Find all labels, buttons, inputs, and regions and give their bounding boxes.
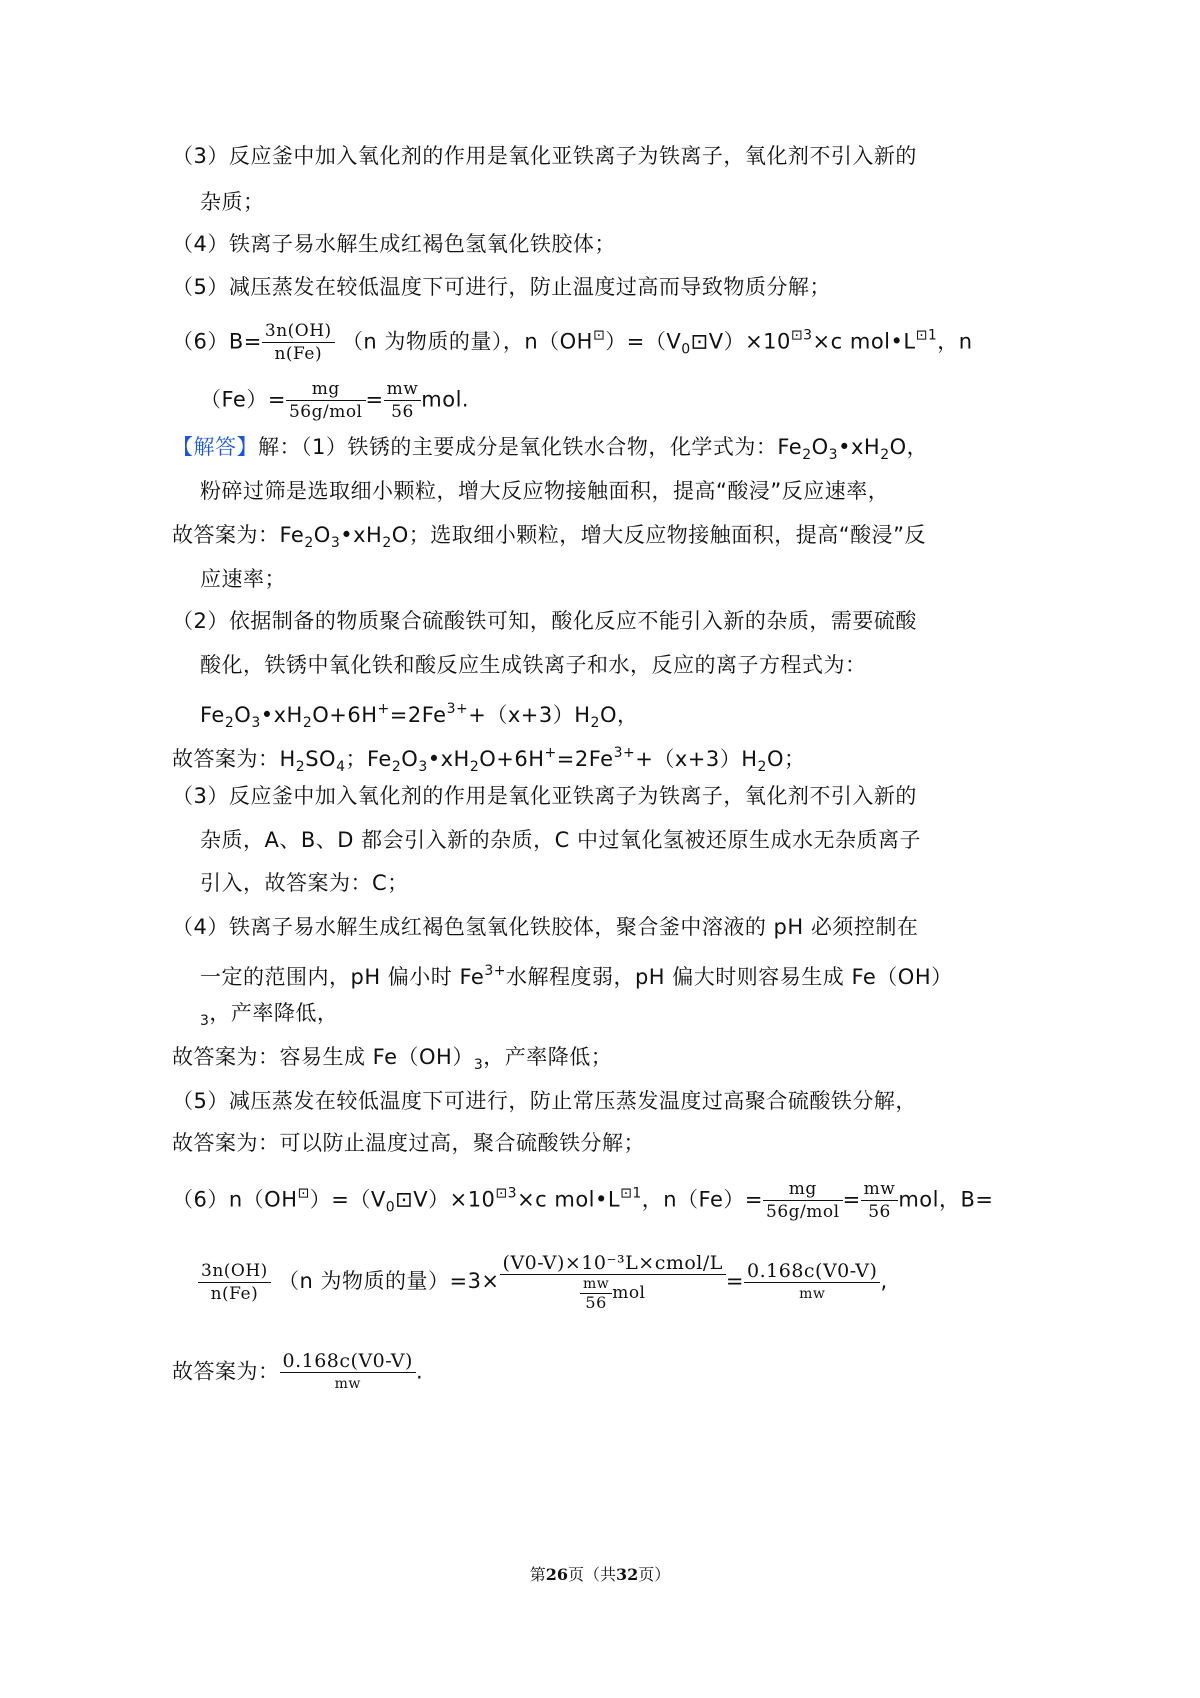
equation-line: $Fe_2O_3•xH_2O+6H^+=2Fe^{3+}+(x+3)H_2O$，	[200, 701, 639, 731]
text-line: 酸化，铁锈中氧化铁和酸反应生成铁离子和水，反应的离子方程式为：	[200, 653, 867, 677]
text-line: 故答案为：可以防止温度过高，聚合硫酸铁分解；	[172, 1131, 645, 1155]
fraction-fe: $\frac{mg}{\text{56g/mol}}$	[286, 378, 366, 423]
fraction-big: (V0-V)×10⁻³L×cmol/L $\frac{mw}{56}$ mol	[500, 1252, 726, 1312]
text-line: 故答案为：容易生成 $Fe(OH)_3$，产率降低；	[172, 1045, 613, 1073]
fraction-final: $\frac{0.168c(V0-V)}{mw}$	[280, 1350, 416, 1395]
fraction-fe-2: $\frac{mw}{56}$	[384, 378, 422, 423]
page-footer: 第26页（共32页）	[529, 1565, 671, 1584]
formula-line-fe: （Fe）= $\frac{mg}{\text{56g/mol}}$ = $\frac{mw}{56}$ mol.	[200, 379, 470, 422]
formula-line-b-result: $\frac{3n(OH)}{n(Fe)}$ （n 为物质的量）=3× (V0-V)×10⁻³L×cmol/L $\frac{mw}{56}$ mol = $\frac{0.168c(V0-V)}{mw}$ ,	[198, 1252, 888, 1312]
text-line: $_3$，产率降低，	[200, 1001, 339, 1029]
text-line: 引入，故答案为：C；	[200, 871, 409, 895]
text-line: （3）反应釜中加入氧化剂的作用是氧化亚铁离子为铁离子，氧化剂不引入新的	[172, 144, 917, 168]
final-answer-line: 故答案为： $\frac{0.168c(V0-V)}{mw}$ .	[172, 1350, 423, 1395]
text-line: （4）铁离子易水解生成红褐色氢氧化铁胶体，聚合釜中溶液的 pH 必须控制在	[172, 915, 919, 939]
fraction-fe-mass: $\frac{mg}{\text{56g/mol}}$	[763, 1178, 843, 1223]
page-total: 32	[616, 1565, 639, 1584]
fraction-fe-mass-2: $\frac{mw}{56}$	[861, 1178, 899, 1223]
text-line: （5）减压蒸发在较低温度下可进行，防止温度过高而导致物质分解；	[172, 275, 831, 299]
text-line: 杂质；	[200, 190, 265, 214]
text-line: 应速率；	[200, 567, 286, 591]
formula-line-6: $(6)n(OH^⊡)=(V_0⊡V)\times 10^{⊡3}\times c$ $mol•L^{⊡1}$，n（Fe）= $\frac{mg}{\text{56g/mol}}$ = $\frac{mw}{56}$ mol，B=	[172, 1179, 994, 1222]
fraction-result: $\frac{0.168c(V0-V)}{mw}$	[744, 1260, 880, 1305]
text-line: 杂质，A、B、D 都会引入新的杂质，C 中过氧化氢被还原生成水无杂质离子	[200, 828, 921, 852]
equation-line: 故答案为：$H_2SO_4$；$Fe_2O_3•xH_2O+6H^+=2Fe^{3+}+(x+3)H_2O$；	[172, 745, 806, 775]
answer-line: 【解答】解：（1）铁锈的主要成分是氧化铁水合物，化学式为：$Fe_2O_3•xH_2O$，	[172, 435, 929, 463]
page-number: 26	[545, 1565, 568, 1584]
formula-line-b: （6）B= $\frac{3n(OH)}{n(Fe)}$ （n 为物质的量），$n(OH^⊡)=(V_0⊡V)\times 10^{⊡3}\times c$ $mol•L^{⊡1}$，n	[172, 321, 973, 364]
answer-tag: 【解答】	[172, 435, 258, 459]
text-line: （2）依据制备的物质聚合硫酸铁可知，酸化反应不能引入新的杂质，需要硫酸	[172, 609, 917, 633]
text-line: 故答案为：$Fe_2O_3•xH_2O$；选取细小颗粒，增大反应物接触面积，提高“酸浸”反	[172, 523, 927, 551]
fraction-b-2: $\frac{3n(OH)}{n(Fe)}$	[198, 1260, 271, 1305]
text-line: （3）反应釜中加入氧化剂的作用是氧化亚铁离子为铁离子，氧化剂不引入新的	[172, 784, 917, 808]
text-line: 粉碎过筛是选取细小颗粒，增大反应物接触面积，提高“酸浸”反应速率，	[200, 479, 890, 503]
text-line: （5）减压蒸发在较低温度下可进行，防止常压蒸发温度过高聚合硫酸铁分解，	[172, 1089, 917, 1113]
fraction-b: $\frac{3n(OH)}{n(Fe)}$	[262, 320, 335, 365]
text-line: 一定的范围内，pH 偏小时 $Fe^{3+}$水解程度弱，pH 偏大时则容易生成 Fe（OH）	[200, 963, 953, 989]
text-line: （4）铁离子易水解生成红褐色氢氧化铁胶体；	[172, 232, 616, 256]
